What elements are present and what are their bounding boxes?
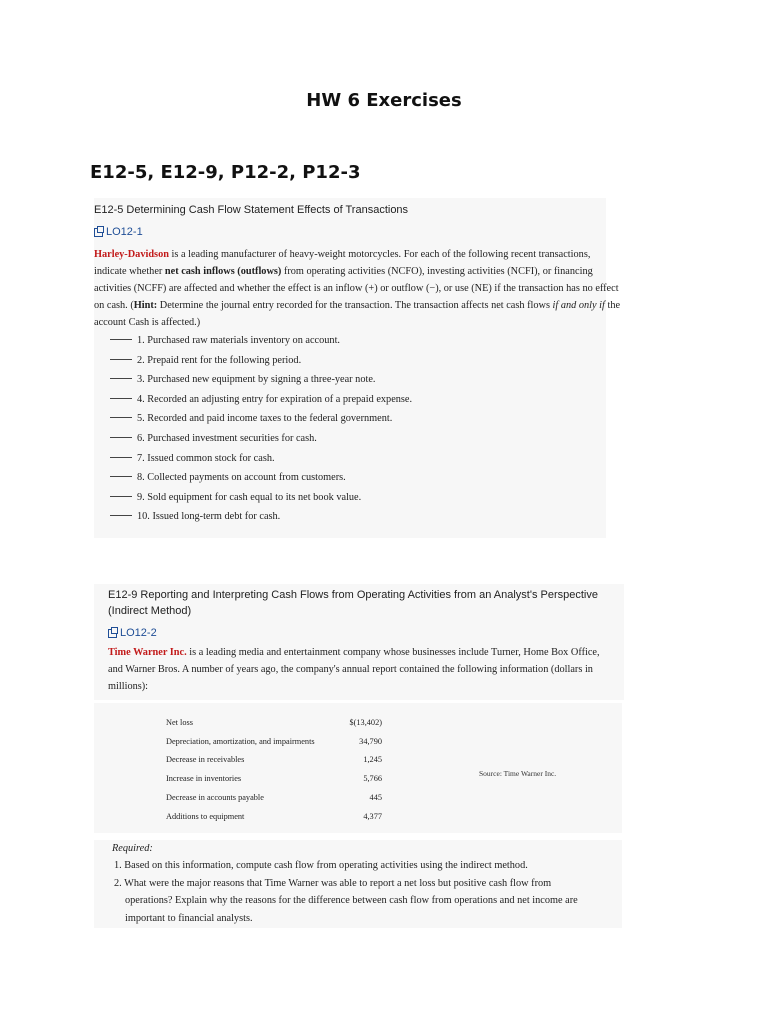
answer-blank [110,339,132,340]
list-item [94,468,606,488]
page-title: HW 6 Exercises [306,90,462,111]
answer-blank [110,496,132,497]
required-item-2 [114,876,614,928]
table-row [166,732,382,751]
answer-blank [110,437,132,438]
required-panel [94,840,622,928]
list-item [94,507,606,527]
list-item [94,370,606,390]
intro-text: the account Cash is affected.) [94,300,621,328]
answer-blank [110,457,132,458]
financial-data-panel [94,703,622,833]
required-line: operations? Explain why the reasons for the difference between cash flow from operations and net income are [125,895,578,906]
item-text: 4. Recorded an adjusting entry for expiration of a prepaid expense. [137,393,413,405]
company-name: Time Warner Inc. [108,647,187,658]
row-label: Decrease in receivables [166,755,245,765]
copy-icon [108,629,117,638]
required-item-1: 1. Based on this information, compute cash flow from operating activities using the indirect method. [114,860,528,871]
list-item [94,449,606,469]
item-text: 5. Recorded and paid income taxes to the federal government. [137,413,393,425]
table-row [166,751,382,770]
answer-blank [110,417,132,418]
e12-5-lo-label: LO12-1 [106,226,143,238]
item-text: 10. Issued long-term debt for cash. [137,511,281,523]
row-value: 4,377 [363,811,382,821]
intro-italic: if and only if [552,300,605,311]
row-value: 34,790 [359,736,382,746]
item-text: 6. Purchased investment securities for cash. [137,432,317,444]
item-text: 8. Collected payments on account from customers. [137,472,346,484]
e12-9-heading [108,587,628,619]
required-line: 2. What were the major reasons that Time Warner was able to report a net loss but positive cash flow from [114,877,552,889]
heading-line: E12-9 Reporting and Interpreting Cash Flows from Operating Activities from an Analyst's Perspective [108,589,598,601]
intro-text: from operating activities (NCFO), investing activities (NCFI), or financing activities (NCFF) are affected and whether the effect is an inflow (+) or outflow (−), or use (NE) if the transaction has no effect on cash. ( [94,266,619,311]
table-row [166,713,382,732]
item-text: 1. Purchased raw materials inventory on account. [137,335,341,346]
source-note: Source: Time Warner Inc. [479,769,557,778]
row-label: Depreciation, amortization, and impairments [166,736,315,746]
list-item [94,390,606,410]
copy-icon [94,228,103,237]
e12-5-panel [94,198,621,538]
transaction-list [94,331,606,527]
required-label: Required: [112,843,153,854]
row-label: Additions to equipment [166,811,245,821]
list-item [94,488,606,508]
intro-text: is a leading manufacturer of heavy-weight motorcycles. For each of the following recent transactions, indicate whether [94,249,591,277]
e12-9-panel [94,584,624,700]
row-value: 445 [369,793,382,803]
item-text: 7. Issued common stock for cash. [137,452,275,464]
answer-blank [110,378,132,379]
intro-bold: net cash inflows (outflows) [164,266,282,277]
intro-text: is a leading media and entertainment company whose businesses include Turner, Home Box Office, and Warner Bros. A number of years ago, the company's annual report contained the following information (dollars in millions): [108,647,600,692]
e12-5-intro [94,246,624,331]
list-item [94,351,606,371]
row-label: Net loss [166,717,193,727]
answer-blank [110,515,132,516]
intro-text: Determine the journal entry recorded for the transaction. The transaction affects net cash flows [157,300,553,311]
required-list [114,858,614,927]
table-row [166,788,382,807]
row-value: $(13,402) [349,717,382,727]
list-item [94,409,606,429]
item-text: 2. Prepaid rent for the following period. [137,354,302,366]
e12-9-lo-label: LO12-2 [120,627,157,639]
table-row [166,807,382,826]
exercise-list-subtitle: E12-5, E12-9, P12-2, P12-3 [90,162,361,183]
answer-blank [110,476,132,477]
row-value: 5,766 [363,774,382,784]
answer-blank [110,359,132,360]
e12-9-lo-link[interactable] [108,627,624,639]
e12-5-lo-link[interactable] [94,226,606,238]
heading-line: (Indirect Method) [108,605,192,617]
e12-9-intro [108,644,608,695]
answer-blank [110,398,132,399]
hint-label: Hint: [133,300,158,311]
row-label: Decrease in accounts payable [166,793,264,803]
e12-5-heading: E12-5 Determining Cash Flow Statement Effects of Transactions [94,204,409,216]
financial-data-table [166,713,382,826]
row-label: Increase in inventories [166,774,242,784]
table-row [166,769,382,788]
item-text: 9. Sold equipment for cash equal to its net book value. [137,491,362,503]
required-line: important to financial analysts. [125,912,253,924]
company-name: Harley-Davidson [94,249,169,260]
list-item [94,429,606,449]
item-text: 3. Purchased new equipment by signing a three-year note. [137,374,376,386]
list-item [94,331,606,351]
row-value: 1,245 [363,755,382,765]
